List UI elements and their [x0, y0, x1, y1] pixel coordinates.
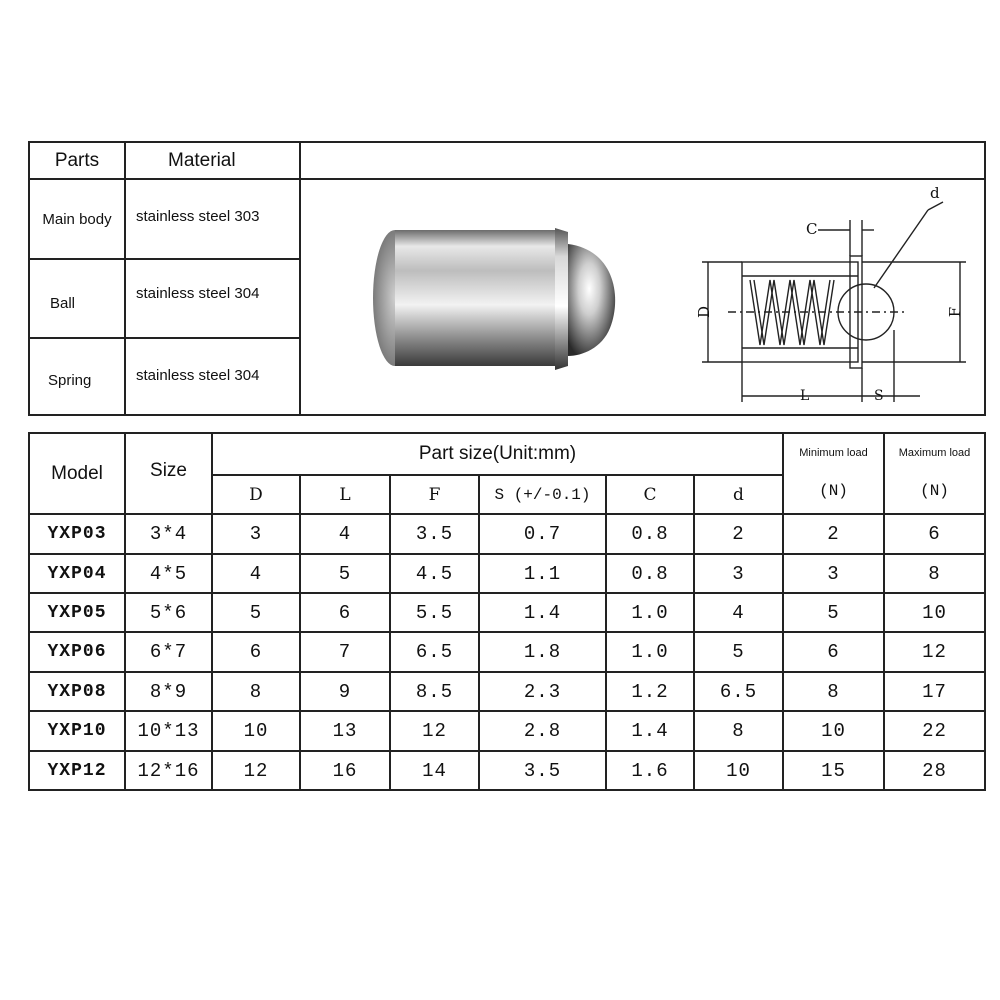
- col-header-D: D: [249, 484, 263, 505]
- cell-L: 9: [338, 680, 352, 703]
- cell-min-load: 10: [821, 720, 846, 742]
- material-spring: stainless steel 304: [136, 367, 260, 384]
- cell-C: 1.6: [631, 759, 669, 782]
- cell-L: 7: [338, 641, 352, 663]
- cell-D: 12: [243, 759, 269, 782]
- cell-max-load: 28: [922, 759, 947, 782]
- cell-max-load: 22: [922, 720, 947, 742]
- col-header-d: d: [733, 484, 744, 505]
- dim-label-S: S: [874, 388, 884, 404]
- dim-label-L: L: [800, 388, 810, 404]
- cell-max-load: 17: [922, 680, 947, 703]
- part-name-main-body: Main body: [42, 210, 112, 228]
- cell-F: 3.5: [415, 523, 454, 545]
- cell-size: 4*5: [149, 562, 188, 585]
- col-header-F: F: [428, 484, 441, 505]
- cell-S: 1.8: [523, 641, 562, 663]
- cell-d: 4: [732, 601, 745, 624]
- cell-model: YXP08: [47, 681, 107, 702]
- cell-F: 4.5: [415, 562, 454, 585]
- cell-F: 12: [422, 720, 447, 742]
- cell-S: 0.7: [523, 523, 562, 545]
- dim-label-D: D: [695, 305, 714, 319]
- cell-model: YXP06: [47, 642, 107, 662]
- cell-min-load: 5: [827, 601, 840, 624]
- cell-d: 6.5: [719, 680, 758, 703]
- dim-label-d: d: [930, 184, 940, 202]
- cell-min-load: 8: [827, 680, 840, 703]
- cell-F: 6.5: [415, 641, 454, 663]
- cell-L: 4: [338, 523, 352, 545]
- cell-S: 2.8: [523, 720, 562, 742]
- unit-min-load: (N): [819, 482, 848, 500]
- cell-L: 13: [332, 720, 358, 742]
- cell-C: 1.0: [631, 641, 669, 663]
- cell-size: 6*7: [149, 641, 188, 663]
- part-name-ball: Ball: [50, 295, 76, 312]
- cell-min-load: 6: [827, 641, 840, 663]
- cell-D: 6: [249, 641, 263, 663]
- cell-model: YXP05: [47, 602, 107, 623]
- col-header-L: L: [339, 484, 351, 505]
- cell-min-load: 2: [827, 523, 840, 545]
- header-min-load: Minimum load: [799, 447, 868, 459]
- header-parts: Parts: [54, 149, 100, 171]
- cell-S: 2.3: [523, 680, 562, 703]
- header-model: Model: [51, 462, 103, 484]
- cell-L: 5: [338, 562, 352, 585]
- material-main-body: stainless steel 303: [136, 208, 260, 225]
- cell-S: 1.1: [523, 562, 562, 585]
- cell-model: YXP04: [47, 563, 107, 584]
- cell-d: 3: [732, 562, 745, 585]
- cell-d: 5: [732, 641, 745, 663]
- header-size: Size: [150, 460, 187, 481]
- cell-size: 5*6: [149, 601, 188, 624]
- cell-F: 5.5: [415, 601, 454, 624]
- cell-C: 1.0: [631, 601, 669, 624]
- cell-F: 14: [422, 759, 447, 782]
- cell-D: 10: [243, 720, 269, 742]
- cell-max-load: 8: [928, 562, 941, 585]
- header-part-size: Part size(Unit:mm): [418, 443, 577, 464]
- cell-max-load: 6: [928, 523, 941, 545]
- cell-min-load: 3: [827, 562, 840, 585]
- header-material: Material: [168, 149, 236, 171]
- col-header-C: C: [643, 484, 657, 505]
- cell-size: 12*16: [137, 759, 200, 782]
- cell-C: 0.8: [631, 562, 669, 585]
- ball-plunger-photo: [360, 210, 630, 400]
- cell-min-load: 15: [821, 759, 846, 782]
- dim-label-F: F: [946, 306, 965, 318]
- header-max-load: Maximum load: [898, 447, 971, 459]
- cell-size: 8*9: [149, 680, 188, 703]
- cell-model: YXP03: [47, 524, 107, 544]
- cell-D: 4: [249, 562, 263, 585]
- dimension-drawing: [688, 180, 978, 410]
- cell-max-load: 10: [922, 601, 947, 624]
- cell-model: YXP10: [47, 721, 107, 741]
- cell-d: 8: [732, 720, 745, 742]
- cell-S: 1.4: [523, 601, 562, 624]
- cell-C: 0.8: [631, 523, 669, 545]
- cell-L: 6: [338, 601, 352, 624]
- cell-D: 3: [249, 523, 263, 545]
- cell-L: 16: [332, 759, 358, 782]
- cell-S: 3.5: [523, 759, 562, 782]
- material-ball: stainless steel 304: [136, 285, 260, 302]
- col-header-S: S (+/-0.1): [494, 485, 591, 504]
- dim-label-c: C: [806, 220, 818, 238]
- cell-C: 1.2: [631, 680, 669, 703]
- cell-model: YXP12: [47, 760, 107, 781]
- cell-size: 3*4: [149, 523, 188, 545]
- cell-F: 8.5: [415, 680, 454, 703]
- cell-d: 2: [732, 523, 745, 545]
- cell-size: 10*13: [137, 720, 200, 742]
- cell-max-load: 12: [922, 641, 947, 663]
- cell-D: 5: [249, 601, 263, 624]
- cell-D: 8: [249, 680, 263, 703]
- cell-C: 1.4: [631, 720, 669, 742]
- cell-d: 10: [726, 759, 751, 782]
- part-name-spring: Spring: [48, 372, 92, 389]
- unit-max-load: (N): [920, 482, 949, 500]
